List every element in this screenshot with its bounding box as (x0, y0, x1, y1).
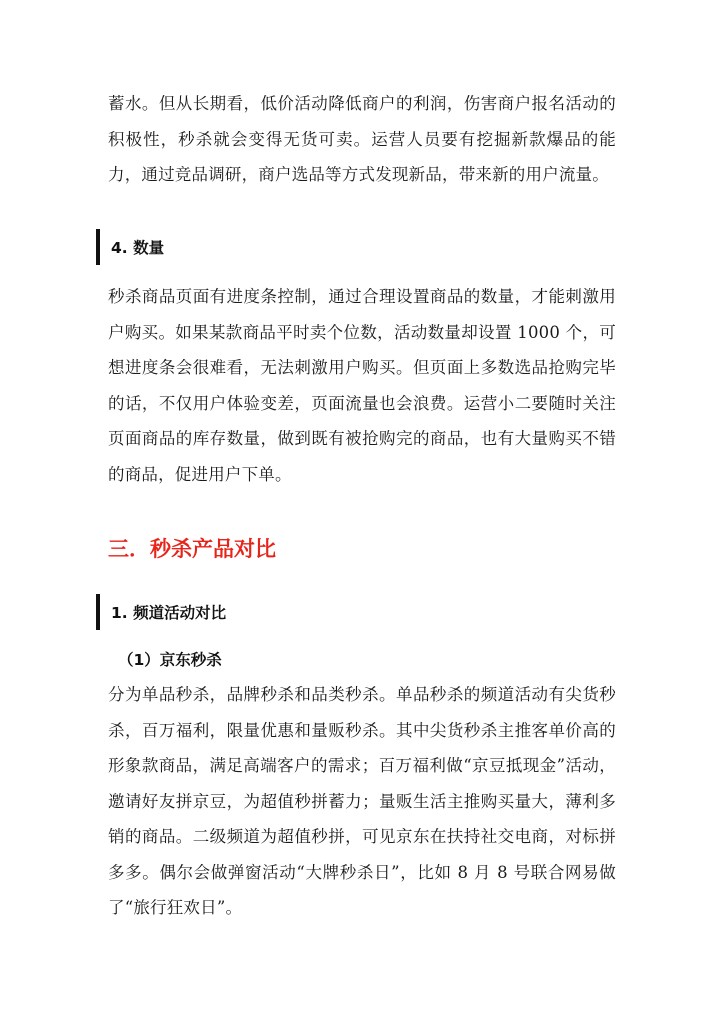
paragraph-low-price-impact: 蓄水。但从长期看，低价活动降低商户的利润，伤害商户报名活动的积极性，秒杀就会变得无货可卖。运营人员要有挖掘新款爆品的能力，通过竞品调研，商户选品等方式发现新品，带来新的用户流量。 (108, 94, 616, 184)
heading-quantity (96, 229, 164, 265)
heading-quantity-label: 4. 数量 (111, 239, 165, 257)
paragraph-jd-seckill: 分为单品秒杀，品牌秒杀和品类秒杀。单品秒杀的频道活动有尖货秒杀，百万福利，限量优惠和量贩秒杀。其中尖货秒杀主推客单价高的形象款商品，满足高端客户的需求；百万福利做“京豆抵现金”活动，邀请好友拼京豆，为超值秒拼蓄力；量贩生活主推购买量大，薄利多销的商品。二级频道为超值秒拼，可见京东在扶持社交电商，对标拼多多。偶尔会做弹窗活动“大牌秒杀日”，比如 8 月 8 号联合网易做了“旅行狂欢日”。 (108, 685, 616, 917)
heading-channel-comparison-label: 1. 频道活动对比 (111, 604, 227, 622)
heading-bar (96, 229, 100, 265)
paragraph-quantity: 秒杀商品页面有进度条控制，通过合理设置商品的数量，才能刺激用户购买。如果某款商品平时卖个位数，活动数量却设置 1000 个，可想进度条会很难看，无法刺激用户购买。但页面上多数选品抢购完毕的话，不仅用户体验变差，页面流量也会浪费。运营小二要随时关注页面商品的库存数量，做到既有被抢购完的商品，也有大量购买不错的商品，促进用户下单。 (108, 287, 616, 484)
section-heading-product-comparison: 三．秒杀产品对比 (108, 537, 276, 561)
heading-bar (96, 594, 100, 630)
subheading-jd-seckill: （1）京东秒杀 (118, 651, 222, 669)
heading-channel-comparison (96, 594, 226, 630)
